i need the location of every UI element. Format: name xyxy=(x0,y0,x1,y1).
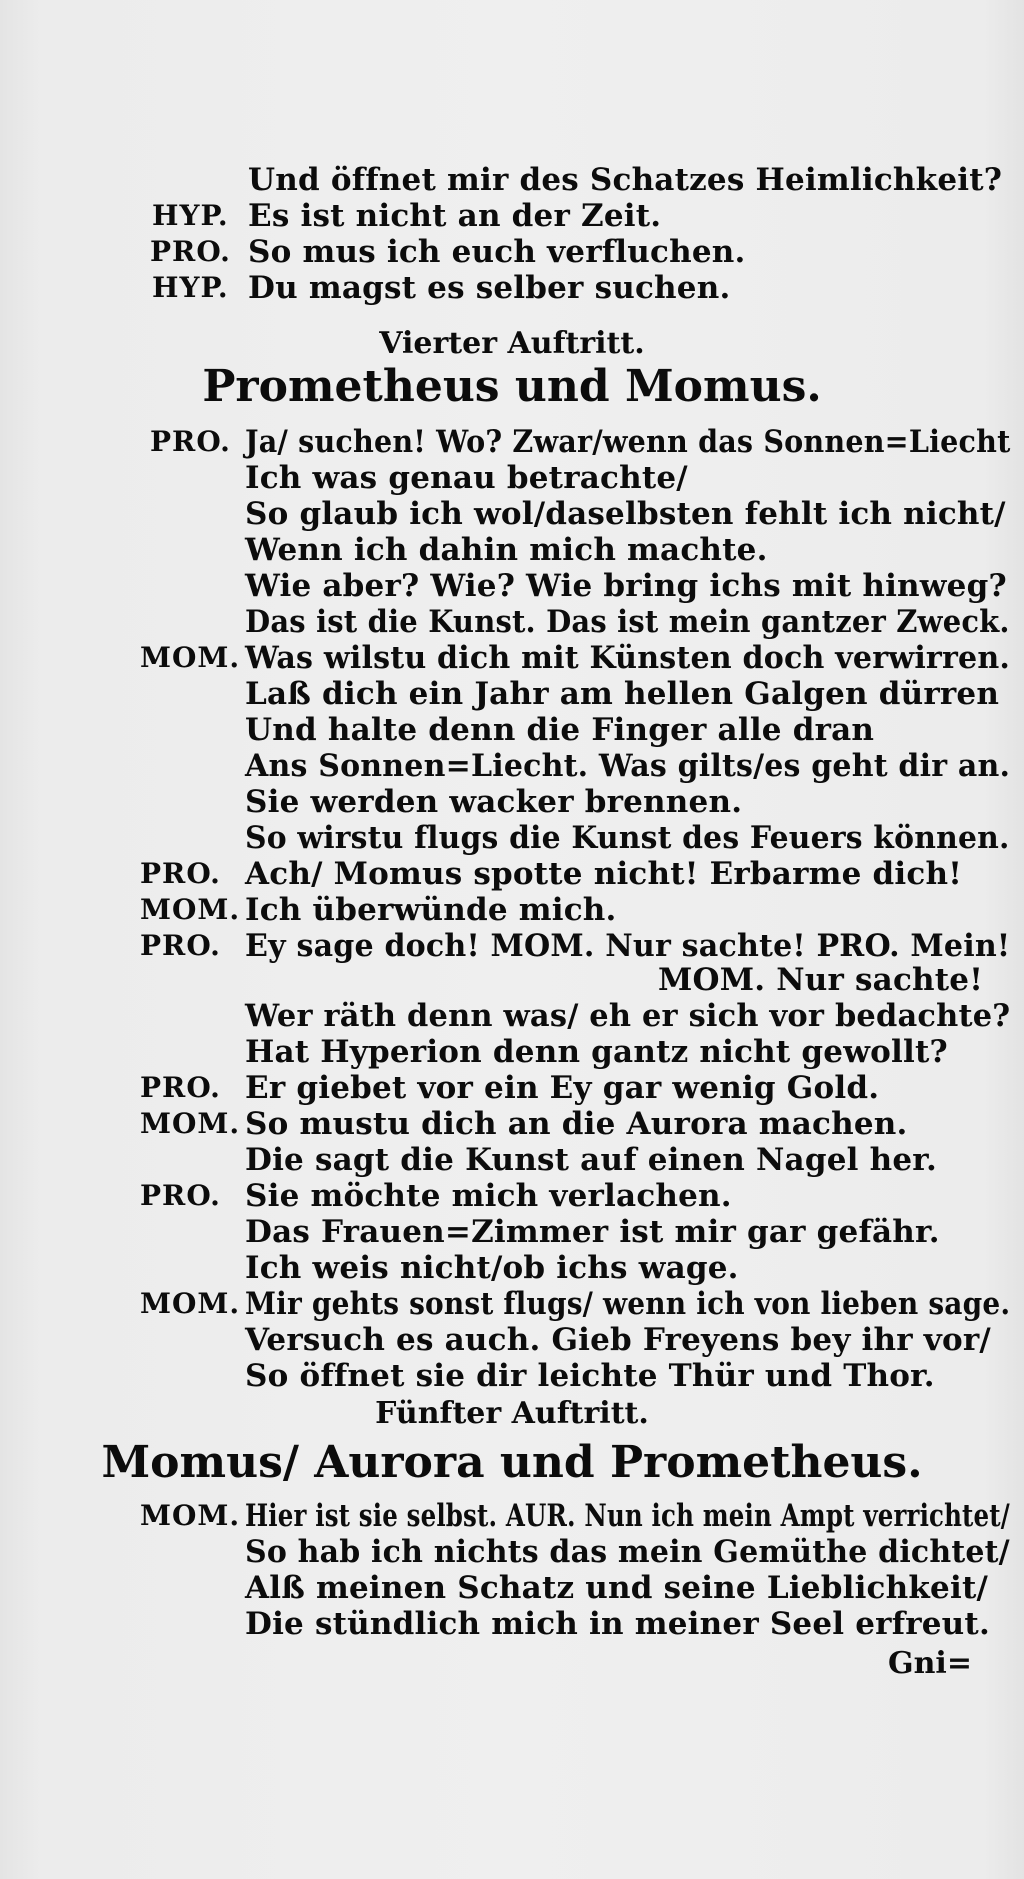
speaker-label: MOM. xyxy=(140,893,241,926)
verse-line: Ach/ Momus spotte nicht! Erbarme dich! xyxy=(245,856,963,892)
verse-line: Versuch es auch. Gieb Freyens bey ihr vor/ xyxy=(245,1322,991,1358)
speaker-label: PRO. xyxy=(150,425,231,458)
scene-title: Momus/ Aurora und Prometheus. xyxy=(101,1437,923,1488)
verse-line: Laß dich ein Jahr am hellen Galgen dürren xyxy=(245,676,1000,712)
speaker-label: MOM. xyxy=(140,1107,241,1140)
verse-line: Wer räth denn was/ eh er sich vor bedachte? xyxy=(245,998,1011,1034)
verse-line: Und halte denn die Finger alle dran xyxy=(245,712,875,748)
speaker-label: MOM. xyxy=(140,641,241,674)
speaker-label: PRO. xyxy=(140,929,221,962)
verse-line: Und öffnet mir des Schatzes Heimlichkeit? xyxy=(248,162,1003,198)
verse-line: Sie werden wacker brennen. xyxy=(245,784,743,820)
scene-title: Prometheus und Momus. xyxy=(202,361,822,412)
verse-line: Wenn ich dahin mich machte. xyxy=(245,532,768,568)
verse-line: So öffnet sie dir leichte Thür und Thor. xyxy=(245,1358,935,1394)
speaker-label: PRO. xyxy=(150,235,231,268)
verse-line: Alß meinen Schatz und seine Lieblichkeit/ xyxy=(245,1570,988,1606)
verse-line: Es ist nicht an der Zeit. xyxy=(248,198,662,234)
verse-line: Ich weis nicht/ob ichs wage. xyxy=(245,1250,739,1286)
verse-line: Die stündlich mich in meiner Seel erfreut. xyxy=(245,1606,990,1642)
speaker-label: HYP. xyxy=(152,199,229,232)
verse-line: Ich was genau betrachte/ xyxy=(245,460,688,496)
verse-line: MOM. Nur sachte! xyxy=(658,962,984,998)
verse-line: Mir gehts sonst flugs/ wenn ich von lieben sage. xyxy=(245,1286,1011,1322)
speaker-label: HYP. xyxy=(152,271,229,304)
speaker-label: PRO. xyxy=(140,857,221,890)
verse-line: So mustu dich an die Aurora machen. xyxy=(245,1106,908,1142)
verse-line: Das ist die Kunst. Das ist mein gantzer Zweck. xyxy=(245,604,1010,640)
verse-line: So hab ich nichts das mein Gemüthe dichtet/ xyxy=(245,1534,1010,1570)
verse-line: So glaub ich wol/daselbsten fehlt ich nicht/ xyxy=(245,496,1006,532)
verse-line: Die sagt die Kunst auf einen Nagel her. xyxy=(245,1142,937,1178)
verse-line: Du magst es selber suchen. xyxy=(248,270,731,306)
verse-line: Ey sage doch! MOM. Nur sachte! PRO. Mein! xyxy=(245,928,1011,964)
verse-line: Er giebet vor ein Ey gar wenig Gold. xyxy=(245,1070,880,1106)
catchword: Gni= xyxy=(888,1646,972,1681)
verse-line: Das Frauen=Zimmer ist mir gar gefähr. xyxy=(245,1214,940,1250)
verse-line: Ja/ suchen! Wo? Zwar/wenn das Sonnen=Liecht xyxy=(245,424,1011,460)
speaker-label: PRO. xyxy=(140,1179,221,1212)
verse-line: Ans Sonnen=Liecht. Was gilts/es geht dir an. xyxy=(245,748,1011,784)
scene-label: Fünfter Auftritt. xyxy=(375,1396,649,1431)
verse-line: Ich überwünde mich. xyxy=(245,892,617,928)
scene-label: Vierter Auftritt. xyxy=(379,326,645,361)
verse-line: So wirstu flugs die Kunst des Feuers können. xyxy=(245,820,1010,856)
verse-line: So mus ich euch verfluchen. xyxy=(248,234,746,270)
verse-line: Hier ist sie selbst. AUR. Nun ich mein Ampt verrichtet/ xyxy=(245,1498,1010,1534)
verse-line: Sie möchte mich verlachen. xyxy=(245,1178,732,1214)
speaker-label: MOM. xyxy=(140,1287,241,1320)
verse-line: Hat Hyperion denn gantz nicht gewollt? xyxy=(245,1034,948,1070)
verse-line: Was wilstu dich mit Künsten doch verwirren. xyxy=(245,640,1011,676)
speaker-label: PRO. xyxy=(140,1071,221,1104)
verse-line: Wie aber? Wie? Wie bring ichs mit hinweg? xyxy=(245,568,1007,604)
speaker-label: MOM. xyxy=(140,1499,241,1532)
